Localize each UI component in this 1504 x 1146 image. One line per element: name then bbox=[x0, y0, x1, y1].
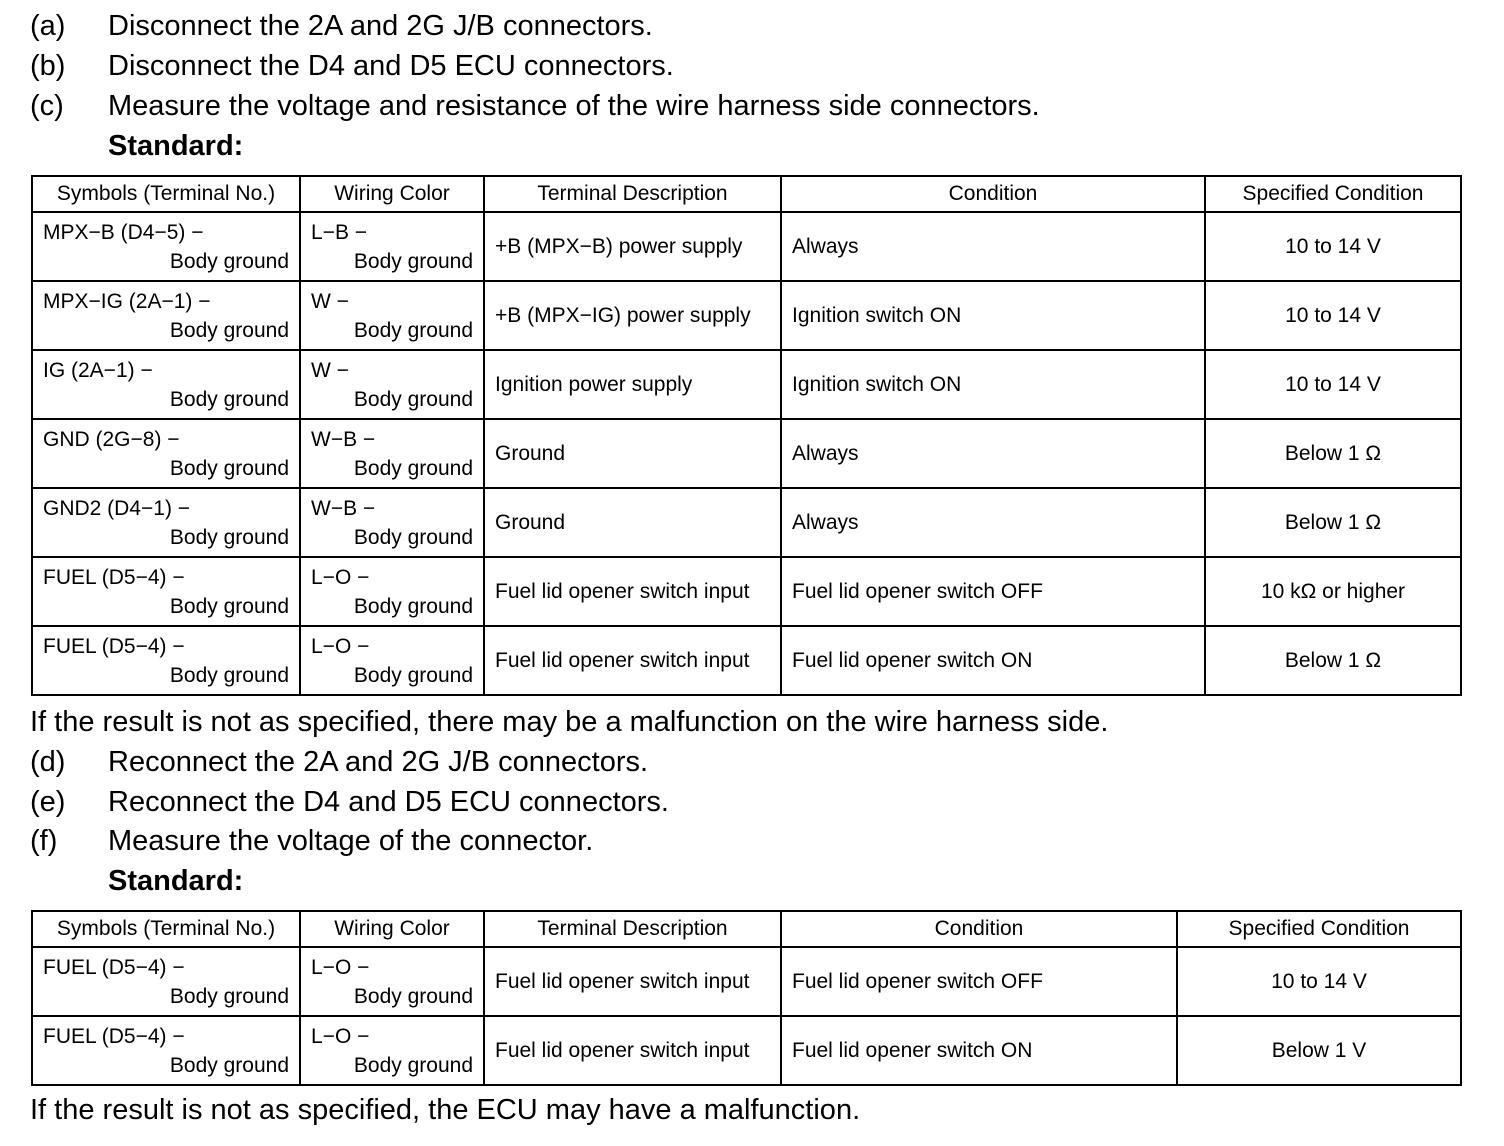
symbol-cell bbox=[32, 488, 300, 557]
header-specified-condition: Specified Condition bbox=[1205, 176, 1461, 212]
wiring-color: W − bbox=[311, 359, 349, 382]
symbol-cell bbox=[32, 350, 300, 419]
table-row bbox=[32, 1016, 1461, 1085]
symbol-cell bbox=[32, 557, 300, 626]
step-label: (c) bbox=[30, 90, 64, 122]
description-cell: Fuel lid opener switch input bbox=[484, 1016, 781, 1085]
wiring-cell bbox=[300, 626, 484, 695]
step-b bbox=[30, 49, 674, 83]
header-condition: Condition bbox=[781, 911, 1177, 947]
symbol-cell bbox=[32, 1016, 300, 1085]
standard-heading-2: Standard: bbox=[108, 865, 244, 897]
specified-cell: 10 to 14 V bbox=[1177, 947, 1461, 1016]
condition-cell: Ignition switch ON bbox=[781, 281, 1205, 350]
wiring-color: W−B − bbox=[311, 428, 376, 451]
result-note-2: If the result is not as specified, the ECU may have a malfunction. bbox=[30, 1094, 861, 1126]
wiring-color: W − bbox=[311, 290, 349, 313]
condition-cell: Always bbox=[781, 488, 1205, 557]
step-text: Measure the voltage of the connector. bbox=[108, 825, 594, 857]
symbol-ground: Body ground bbox=[169, 526, 289, 549]
symbol-terminal: GND2 (D4−1) − bbox=[43, 497, 191, 520]
symbol-terminal: FUEL (D5−4) − bbox=[43, 1025, 185, 1048]
standard-table-2 bbox=[31, 910, 1462, 1086]
table-row bbox=[32, 350, 1461, 419]
symbol-ground: Body ground bbox=[169, 319, 289, 342]
symbol-cell bbox=[32, 419, 300, 488]
wiring-cell bbox=[300, 281, 484, 350]
description-cell: Fuel lid opener switch input bbox=[484, 626, 781, 695]
symbol-ground: Body ground bbox=[169, 388, 289, 411]
wiring-ground: Body ground bbox=[353, 388, 473, 411]
wiring-ground: Body ground bbox=[353, 1054, 473, 1077]
symbol-cell bbox=[32, 212, 300, 281]
table-header-row bbox=[32, 911, 1461, 947]
symbol-ground: Body ground bbox=[169, 985, 289, 1008]
step-label: (f) bbox=[30, 825, 58, 857]
specified-cell: 10 to 14 V bbox=[1205, 350, 1461, 419]
wiring-color: L−O − bbox=[311, 566, 370, 589]
symbol-ground: Body ground bbox=[169, 457, 289, 480]
condition-cell: Ignition switch ON bbox=[781, 350, 1205, 419]
header-symbols: Symbols (Terminal No.) bbox=[32, 176, 300, 212]
wiring-cell bbox=[300, 947, 484, 1016]
condition-cell: Always bbox=[781, 212, 1205, 281]
description-cell: Ground bbox=[484, 419, 781, 488]
wiring-cell bbox=[300, 419, 484, 488]
table-row bbox=[32, 557, 1461, 626]
symbol-terminal: MPX−IG (2A−1) − bbox=[43, 290, 211, 313]
description-cell: Ignition power supply bbox=[484, 350, 781, 419]
wiring-color: L−O − bbox=[311, 956, 370, 979]
specified-cell: 10 to 14 V bbox=[1205, 281, 1461, 350]
result-note-1: If the result is not as specified, there may be a malfunction on the wire harness side. bbox=[30, 706, 1109, 738]
step-f bbox=[30, 824, 593, 858]
step-text: Reconnect the 2A and 2G J/B connectors. bbox=[108, 746, 649, 778]
wiring-cell bbox=[300, 488, 484, 557]
symbol-terminal: FUEL (D5−4) − bbox=[43, 635, 185, 658]
symbol-ground: Body ground bbox=[169, 250, 289, 273]
symbol-terminal: FUEL (D5−4) − bbox=[43, 956, 185, 979]
condition-cell: Always bbox=[781, 419, 1205, 488]
specified-cell: 10 to 14 V bbox=[1205, 212, 1461, 281]
wiring-cell bbox=[300, 1016, 484, 1085]
table-row bbox=[32, 947, 1461, 1016]
wiring-color: L−O − bbox=[311, 1025, 370, 1048]
step-text: Measure the voltage and resistance of the wire harness side connectors. bbox=[108, 90, 1040, 122]
standard-table-1 bbox=[31, 175, 1462, 696]
header-wiring-color: Wiring Color bbox=[300, 911, 484, 947]
header-terminal-description: Terminal Description bbox=[484, 176, 781, 212]
wiring-ground: Body ground bbox=[353, 985, 473, 1008]
table-row bbox=[32, 626, 1461, 695]
table-row bbox=[32, 281, 1461, 350]
condition-cell: Fuel lid opener switch OFF bbox=[781, 947, 1177, 1016]
header-specified-condition: Specified Condition bbox=[1177, 911, 1461, 947]
table-row bbox=[32, 212, 1461, 281]
header-wiring-color: Wiring Color bbox=[300, 176, 484, 212]
header-symbols: Symbols (Terminal No.) bbox=[32, 911, 300, 947]
description-cell: Fuel lid opener switch input bbox=[484, 557, 781, 626]
specified-cell: Below 1 Ω bbox=[1205, 419, 1461, 488]
header-condition: Condition bbox=[781, 176, 1205, 212]
step-e bbox=[30, 785, 669, 819]
symbol-ground: Body ground bbox=[169, 664, 289, 687]
step-c bbox=[30, 89, 1040, 123]
step-label: (e) bbox=[30, 786, 66, 818]
step-label: (a) bbox=[30, 10, 66, 42]
wiring-color: W−B − bbox=[311, 497, 376, 520]
step-d bbox=[30, 745, 648, 779]
step-text: Disconnect the D4 and D5 ECU connectors. bbox=[108, 50, 674, 82]
wiring-ground: Body ground bbox=[353, 664, 473, 687]
symbol-ground: Body ground bbox=[169, 595, 289, 618]
specified-cell: Below 1 V bbox=[1177, 1016, 1461, 1085]
specified-cell: 10 kΩ or higher bbox=[1205, 557, 1461, 626]
specified-cell: Below 1 Ω bbox=[1205, 488, 1461, 557]
symbol-ground: Body ground bbox=[169, 1054, 289, 1077]
description-cell: Fuel lid opener switch input bbox=[484, 947, 781, 1016]
standard-heading-1: Standard: bbox=[108, 130, 244, 162]
symbol-cell bbox=[32, 947, 300, 1016]
wiring-color: L−B − bbox=[311, 221, 368, 244]
description-cell: +B (MPX−B) power supply bbox=[484, 212, 781, 281]
table-header-row bbox=[32, 176, 1461, 212]
step-label: (d) bbox=[30, 746, 66, 778]
table-row bbox=[32, 419, 1461, 488]
description-cell: Ground bbox=[484, 488, 781, 557]
symbol-terminal: GND (2G−8) − bbox=[43, 428, 180, 451]
condition-cell: Fuel lid opener switch ON bbox=[781, 626, 1205, 695]
wiring-ground: Body ground bbox=[353, 319, 473, 342]
wiring-ground: Body ground bbox=[353, 457, 473, 480]
symbol-terminal: IG (2A−1) − bbox=[43, 359, 153, 382]
symbol-cell bbox=[32, 281, 300, 350]
step-text: Reconnect the D4 and D5 ECU connectors. bbox=[108, 786, 669, 818]
step-label: (b) bbox=[30, 50, 66, 82]
wiring-color: L−O − bbox=[311, 635, 370, 658]
header-terminal-description: Terminal Description bbox=[484, 911, 781, 947]
wiring-ground: Body ground bbox=[353, 250, 473, 273]
symbol-terminal: MPX−B (D4−5) − bbox=[43, 221, 204, 244]
step-a bbox=[30, 9, 653, 43]
wiring-ground: Body ground bbox=[353, 526, 473, 549]
wiring-cell bbox=[300, 212, 484, 281]
symbol-terminal: FUEL (D5−4) − bbox=[43, 566, 185, 589]
wiring-ground: Body ground bbox=[353, 595, 473, 618]
wiring-cell bbox=[300, 557, 484, 626]
symbol-cell bbox=[32, 626, 300, 695]
wiring-cell bbox=[300, 350, 484, 419]
specified-cell: Below 1 Ω bbox=[1205, 626, 1461, 695]
condition-cell: Fuel lid opener switch ON bbox=[781, 1016, 1177, 1085]
table-row bbox=[32, 488, 1461, 557]
description-cell: +B (MPX−IG) power supply bbox=[484, 281, 781, 350]
step-text: Disconnect the 2A and 2G J/B connectors. bbox=[108, 10, 653, 42]
condition-cell: Fuel lid opener switch OFF bbox=[781, 557, 1205, 626]
